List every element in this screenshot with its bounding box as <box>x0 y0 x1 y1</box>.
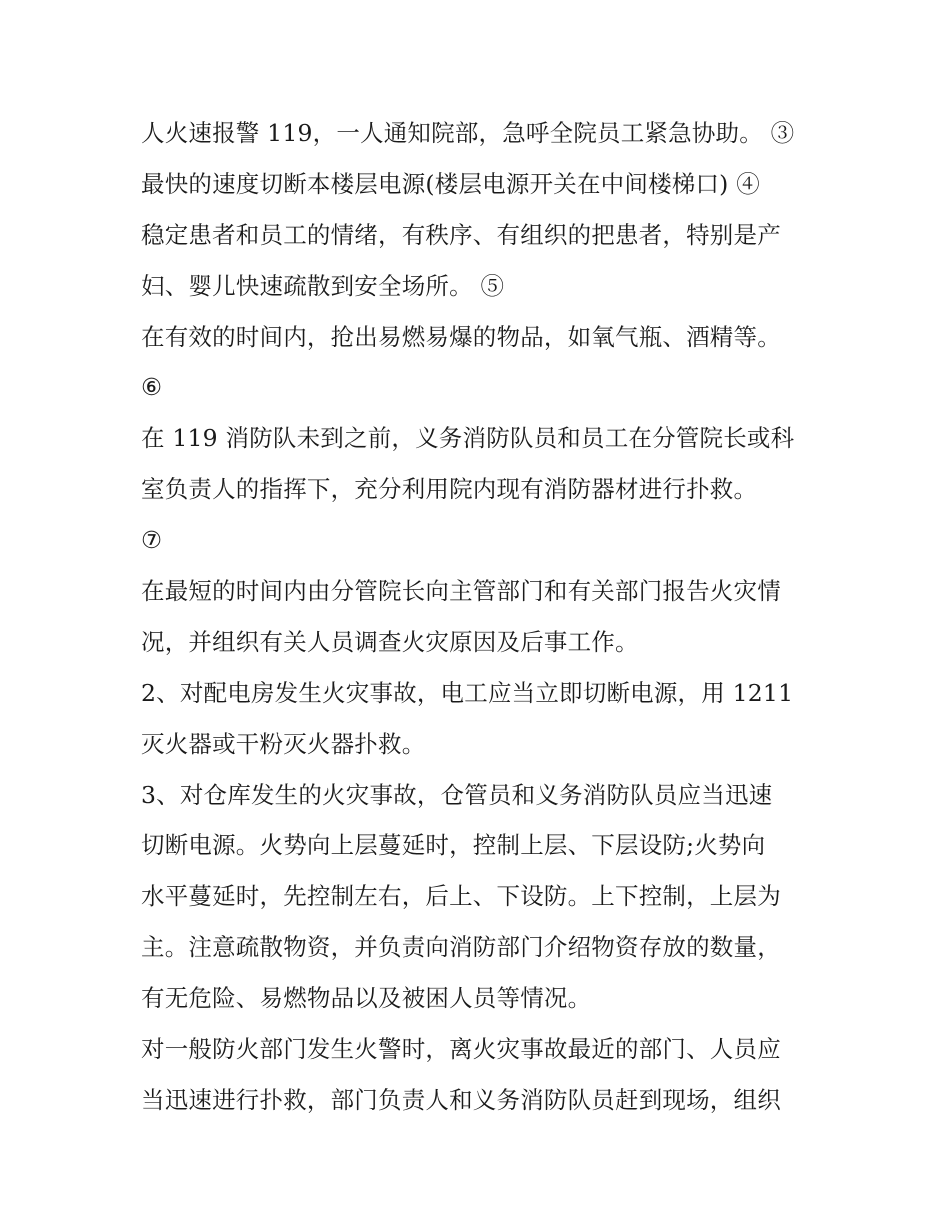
text-line: 最快的速度切断本楼层电源(楼层电源开关在中间楼梯口) ④ <box>141 169 760 198</box>
text-line: 室负责人的指挥下，充分利用院内现有消防器材进行扑救。 <box>141 475 758 504</box>
text-line: 2、对配电房发生火灾事故，电工应当立即切断电源，用 1211 <box>141 678 794 707</box>
text-line: 对一般防火部门发生火警时，离火灾事故最近的部门、人员应 <box>141 1035 781 1064</box>
text-line: 3、对仓库发生的火灾事故，仓管员和义务消防队员应当迅速 <box>141 780 773 809</box>
text-line: 稳定患者和员工的情绪，有秩序、有组织的把患者，特别是产 <box>141 220 781 249</box>
text-line: 主。注意疏散物资，并负责向消防部门介绍物资存放的数量， <box>141 933 781 962</box>
text-line: 妇、婴儿快速疏散到安全场所。 ⑤ <box>141 271 505 300</box>
text-line: ⑥ <box>141 373 163 402</box>
text-line: 人火速报警 119，一人通知院部，急呼全院员工紧急协助。 ③ <box>141 119 795 147</box>
text-line: 当迅速进行扑救，部门负责人和义务消防队员赶到现场，组织 <box>141 1085 781 1114</box>
text-line: 水平蔓延时，先控制左右，后上、下设防。上下控制，上层为 <box>141 882 781 911</box>
text-line: 在 119 消防队未到之前，义务消防队员和员工在分管院长或科 <box>141 424 795 453</box>
text-line: 况，并组织有关人员调查火灾原因及后事工作。 <box>141 627 639 656</box>
text-line: ⑦ <box>141 526 163 555</box>
text-line: 灭火器或干粉灭火器扑救。 <box>141 729 426 758</box>
text-line: 在最短的时间内由分管院长向主管部门和有关部门报告火灾情 <box>141 577 781 606</box>
text-line: 在有效的时间内，抢出易燃易爆的物品，如氧气瓶、酒精等。 <box>141 322 781 351</box>
text-line: 切断电源。火势向上层蔓延时，控制上层、下层设防;火势向 <box>141 831 766 860</box>
text-line: 有无危险、易燃物品以及被困人员等情况。 <box>141 984 592 1013</box>
document-body <box>141 108 821 1126</box>
